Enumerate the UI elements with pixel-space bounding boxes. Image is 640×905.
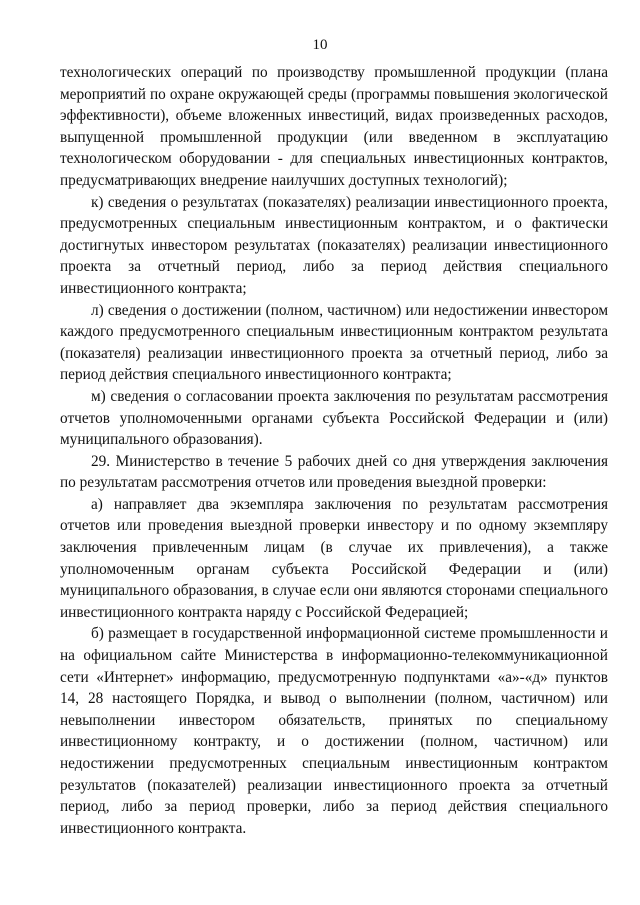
paragraph-l: л) сведения о достижении (полном, частичном) или недостижении инвестором каждого предусмотренного специальным инвестиционным контрактом результата (показателя) реализации инвестиционного проекта за отчетный период, либо за период действия специального инвестиционного контракта; xyxy=(60,301,608,384)
document-body xyxy=(60,62,608,839)
paragraph-29: 29. Министерство в течение 5 рабочих дней со дня утверждения заключения по результатам рассмотрения отчетов или проведения выездной проверки: xyxy=(60,452,608,492)
paragraph-m: м) сведения о согласовании проекта заключения по результатам рассмотрения отчетов уполномоченными органами субъекта Российской Федерации и (или) муниципального образования). xyxy=(60,387,608,449)
paragraph-continuation: технологических операций по производству промышленной продукции (плана мероприятий по охране окружающей среды (программы повышения экологической эффективности), объеме вложенных инвестиций, видах произведенных расходов, выпущенной промышленной продукции (или введенном в эксплуатацию технологическом оборудовании - для специальных инвестиционных контрактов, предусматривающих внедрение наилучших доступных технологий); xyxy=(60,64,608,189)
page-number: 10 xyxy=(312,37,328,53)
paragraph-29-a: а) направляет два экземпляра заключения по результатам рассмотрения отчетов или проведения выездной проверки инвестору и по одному экземпляру заключения привлеченным лицам (в случае их привлечения), а также уполномоченным органам субъекта Российской Федерации и (или) муниципального образования, в случае если они являются сторонами специального инвестиционного контракта наряду с Российской Федерацией; xyxy=(60,495,608,621)
paragraph-k: к) сведения о результатах (показателях) реализации инвестиционного проекта, предусмотренных специальным инвестиционным контрактом, и о фактически достигнутых инвестором результатах (показателях) реализации инвестиционного проекта за отчетный период, либо за период действия специального инвестиционного контракта; xyxy=(60,193,608,297)
paragraph-29-b: б) размещает в государственной информационной системе промышленности и на официальном сайте Министерства в информационно-телекоммуникационной сети «Интернет» информацию, предусмотренную подпунктами «а»-«д» пунктов 14, 28 настоящего Порядка, и вывод о выполнении (полном, частичном) или невыполнении инвестором обязательств, принятых по специальному инвестиционному контракту, и о достижении (полном, частичном) или недостижении предусмотренных специальным инвестиционным контрактом результатов (показателей) реализации инвестиционного проекта за отчетный период, либо за период проверки, либо за период действия специального инвестиционного контракта. xyxy=(60,625,608,837)
